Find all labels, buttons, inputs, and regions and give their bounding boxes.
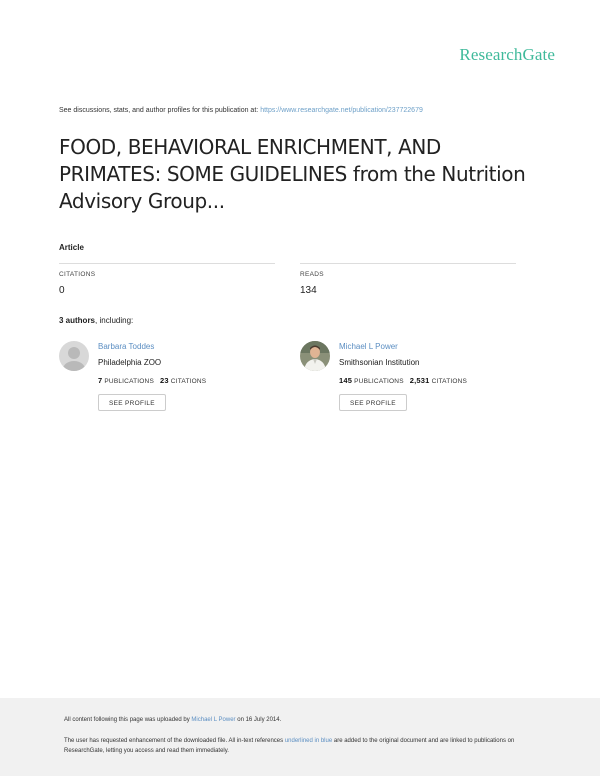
authors-intro	[59, 316, 133, 325]
author-photo[interactable]	[300, 341, 330, 371]
footer	[0, 698, 600, 776]
reads-divider	[300, 263, 516, 264]
researchgate-logo[interactable]: ResearchGate	[459, 45, 555, 64]
author-stats	[339, 376, 467, 385]
enhancement-note	[64, 736, 534, 756]
enhancement-prefix: The user has requested enhancement of the downloaded file. All in-text references	[64, 738, 284, 744]
see-profile-button[interactable]: SEE PROFILE	[98, 394, 166, 411]
author-card-1	[59, 341, 279, 421]
citations-count: 2,531	[409, 376, 430, 385]
citations-divider	[59, 263, 275, 264]
publications-count: 145	[339, 376, 353, 385]
publications-count: 7	[98, 376, 103, 385]
discussion-prefix: See discussions, stats, and author profiles for this publication at:	[59, 107, 259, 114]
publication-url-link[interactable]: https://www.researchgate.net/publication/237722679	[260, 107, 423, 114]
citations-label: CITATIONS	[170, 378, 207, 385]
discussion-line	[59, 107, 559, 114]
author-card-2	[300, 341, 520, 421]
reads-value: 134	[300, 285, 317, 296]
citations-label: CITATIONS	[59, 271, 96, 278]
citations-count: 23	[160, 376, 169, 385]
author-stats	[98, 376, 206, 385]
author-institution: Philadelphia ZOO	[98, 358, 162, 367]
publications-label: PUBLICATIONS	[354, 378, 404, 385]
authors-suffix: , including:	[95, 316, 134, 325]
upload-note	[64, 717, 281, 723]
author-name-link[interactable]: Barbara Toddes	[98, 342, 155, 351]
publications-label: PUBLICATIONS	[104, 378, 154, 385]
see-profile-button[interactable]: SEE PROFILE	[339, 394, 407, 411]
publication-title: FOOD, BEHAVIORAL ENRICHMENT, AND PRIMATES: SOME GUIDELINES from the Nutrition Advisory Group...	[59, 135, 526, 213]
enhancement-suffix: are added to the original document and are linked to publications on ResearchGate, letting you access and read them immediately.	[64, 738, 515, 754]
reads-label: READS	[300, 271, 324, 278]
enhancement-link[interactable]: underlined in blue	[284, 738, 333, 744]
upload-date: on 16 July 2014.	[237, 717, 282, 723]
author-institution: Smithsonian Institution	[339, 358, 420, 367]
avatar-placeholder-icon[interactable]	[59, 341, 89, 371]
authors-count: 3 authors	[59, 316, 96, 325]
citations-value: 0	[59, 285, 65, 296]
upload-prefix: All content following this page was uploaded by	[64, 717, 190, 723]
uploader-link[interactable]: Michael L Power	[191, 717, 236, 723]
author-name-link[interactable]: Michael L Power	[339, 342, 398, 351]
publication-type: Article	[59, 243, 84, 252]
citations-label: CITATIONS	[431, 378, 468, 385]
